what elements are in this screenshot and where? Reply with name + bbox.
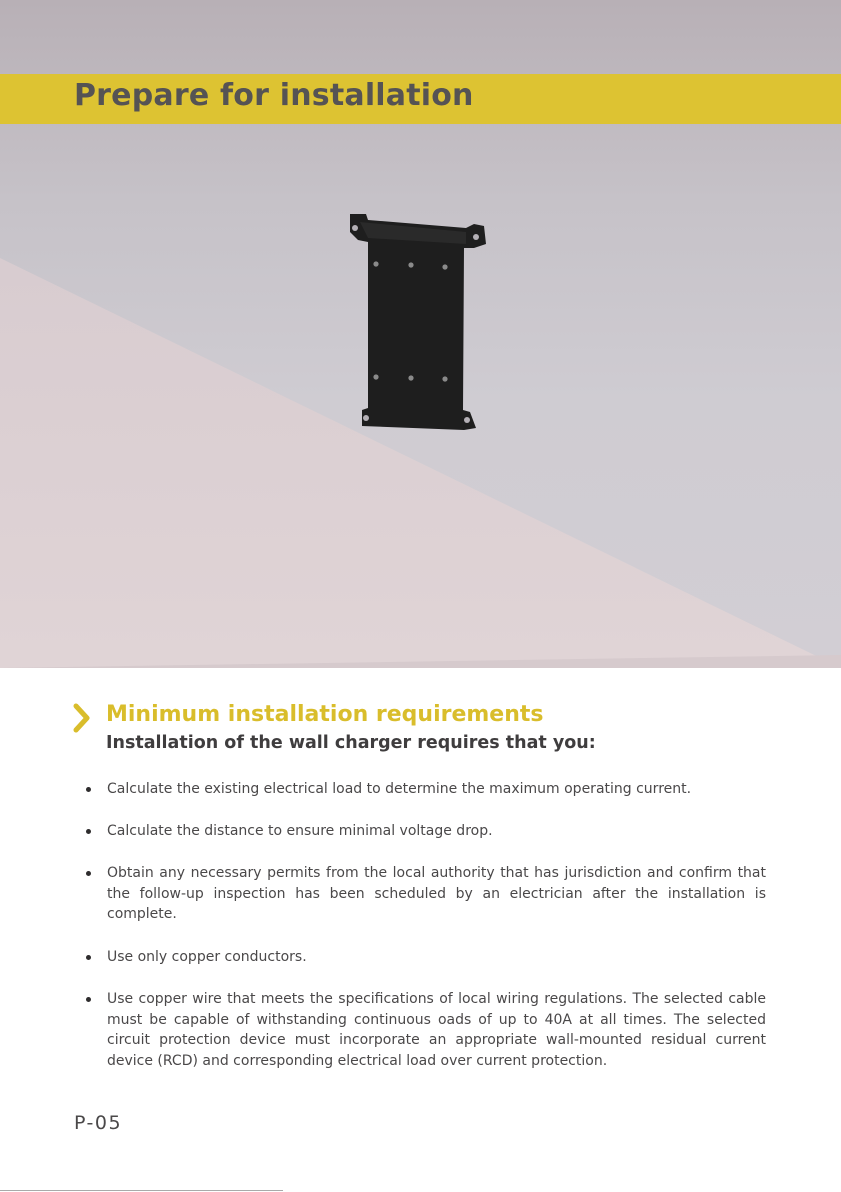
list-item-text: Obtain any necessary permits from the local authority that has jurisdiction and confirm that the follow-up inspection has been scheduled by an electrician after the installation is complete. <box>107 865 766 922</box>
list-item <box>86 779 766 800</box>
section-subheading: Installation of the wall charger requires that you: <box>106 733 596 753</box>
list-item <box>86 821 766 842</box>
bullet-icon <box>86 829 91 834</box>
list-item-text: Calculate the distance to ensure minimal voltage drop. <box>107 823 493 839</box>
footer-rule <box>0 1190 283 1191</box>
list-item-text: Use copper wire that meets the specifications of local wiring regulations. The selected cable must be capable of withstanding continuous oads of up to 40A at all times. The selected circuit protection device must incorporate an appropriate wall-mounted residual current device (RCD) and corresponding electrical load over current protection. <box>107 991 766 1069</box>
bullet-icon <box>86 955 91 960</box>
bullet-icon <box>86 871 91 876</box>
page-number: P-05 <box>74 1112 123 1134</box>
bullet-icon <box>86 997 91 1002</box>
section-heading: Minimum installation requirements <box>106 702 544 727</box>
chevron-right-icon <box>72 703 92 733</box>
list-item <box>86 863 766 925</box>
page-title: Prepare for installation <box>74 78 474 113</box>
list-item <box>86 989 766 1071</box>
list-item-text: Use only copper conductors. <box>107 949 307 965</box>
bullet-icon <box>86 787 91 792</box>
list-item-text: Calculate the existing electrical load to determine the maximum operating current. <box>107 781 692 797</box>
mounting-bracket <box>350 214 486 430</box>
list-item <box>86 947 766 968</box>
